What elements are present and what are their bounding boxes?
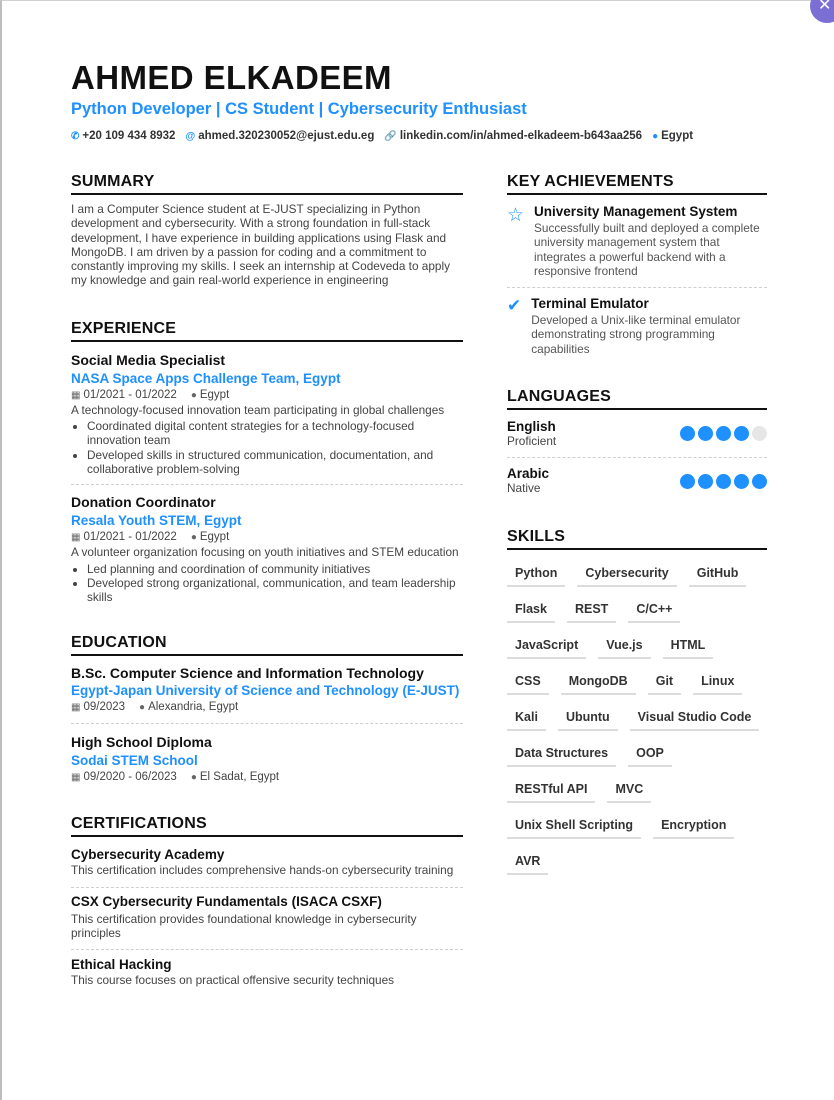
calendar-icon: ▦ (71, 702, 81, 714)
skill-tag: GitHub (689, 564, 747, 587)
language-entry (507, 466, 767, 495)
skill-tag: Visual Studio Code (630, 708, 760, 731)
phone-text: +20 109 434 8932 (82, 130, 176, 142)
skill-tag: Ubuntu (558, 708, 618, 731)
certification-title: CSX Cybersecurity Fundamentals (ISACA CSXF) (71, 893, 382, 909)
dates-text: 01/2021 - 01/2022 (83, 531, 177, 544)
language-level: Proficient (507, 434, 557, 449)
skill-tag: OOP (628, 744, 672, 767)
job-bullets (71, 419, 463, 476)
divider (71, 484, 463, 485)
language-rating (680, 426, 767, 441)
calendar-icon: ▦ (71, 772, 81, 784)
rating-dot (680, 426, 695, 441)
job-location (191, 531, 229, 543)
job-org: NASA Space Apps Challenge Team, Egypt (71, 370, 341, 386)
certification-entry (71, 957, 463, 987)
achievement-title: Terminal Emulator (531, 296, 649, 312)
language-rating (680, 474, 767, 489)
education-heading: EDUCATION (71, 634, 463, 656)
skill-tag: MVC (607, 780, 651, 803)
job-org: Resala Youth STEM, Egypt (71, 513, 242, 529)
bullet-item: • Coordinated digital content strategies for a technology-focused innovation team (87, 419, 463, 448)
calendar-icon: ▦ (71, 532, 81, 544)
left-column (71, 173, 463, 988)
contact-location (652, 130, 693, 142)
linkedin-text: linkedin.com/in/ahmed-elkadeem-b643aa256 (399, 130, 643, 142)
skill-tag: JavaScript (507, 636, 586, 659)
close-icon[interactable]: ✕ (810, 0, 834, 23)
experience-heading: EXPERIENCE (71, 320, 463, 342)
languages-heading: LANGUAGES (507, 388, 767, 410)
certification-title: Ethical Hacking (71, 957, 172, 973)
job-entry (71, 494, 463, 604)
education-location (191, 771, 279, 783)
skill-tag: Unix Shell Scripting (507, 816, 641, 839)
bullet-item: • Developed skills in structured communication, documentation, and collaborative problem-solving (87, 448, 463, 477)
achievements-heading: KEY ACHIEVEMENTS (507, 173, 767, 195)
education-meta (71, 771, 463, 783)
skill-tag: Kali (507, 708, 546, 731)
job-meta (71, 531, 463, 543)
phone-icon: ✆ (71, 130, 80, 142)
rating-dot (752, 474, 767, 489)
at-icon: @ (185, 130, 196, 142)
education-location (139, 701, 238, 713)
rating-dot (716, 474, 731, 489)
skill-tag: Git (648, 672, 681, 695)
contact-bar (71, 130, 693, 142)
skill-tag: Flask (507, 600, 555, 623)
rating-dot (734, 474, 749, 489)
skill-tag: AVR (507, 852, 548, 875)
language-name: English (507, 419, 556, 435)
rating-dot (734, 426, 749, 441)
skills-list (507, 564, 767, 875)
location-pin-icon: ● (190, 389, 197, 401)
contact-email[interactable] (185, 130, 374, 142)
certification-title: Cybersecurity Academy (71, 847, 225, 863)
job-meta (71, 389, 463, 401)
summary-heading: SUMMARY (71, 173, 463, 195)
divider (507, 457, 767, 458)
job-dates (71, 389, 177, 401)
certification-description: This course focuses on practical offensive security techniques (71, 973, 395, 988)
education-dates (71, 701, 125, 713)
language-entry (507, 419, 767, 448)
rating-dot (680, 474, 695, 489)
job-description: A volunteer organization focusing on youth initiatives and STEM education (71, 545, 459, 560)
certifications-heading: CERTIFICATIONS (71, 815, 463, 837)
education-meta (71, 701, 463, 713)
location-text: Alexandria, Egypt (148, 701, 239, 714)
skill-tag: Encryption (653, 816, 734, 839)
location-text: Egypt (199, 388, 230, 401)
email-text: ahmed.320230052@ejust.edu.eg (198, 130, 375, 142)
rating-dot (698, 426, 713, 441)
link-icon: 🔗 (384, 130, 397, 142)
achievement-entry (507, 204, 767, 278)
dates-text: 01/2021 - 01/2022 (83, 388, 177, 401)
skill-tag: Python (507, 564, 565, 587)
location-text: Egypt (661, 130, 694, 142)
dates-text: 09/2023 (83, 701, 126, 714)
bullet-item: • Led planning and coordination of community initiatives (87, 562, 463, 576)
checkmark-icon: ✔ (507, 296, 522, 316)
skill-tag: RESTful API (507, 780, 595, 803)
certification-description: This certification provides foundational knowledge in cybersecurity principles (71, 911, 417, 941)
school-name: Sodai STEM School (71, 753, 198, 769)
location-text: Egypt (199, 531, 230, 544)
certification-description: This certification includes comprehensive hands-on cybersecurity training (71, 863, 454, 878)
language-name: Arabic (507, 466, 550, 482)
rating-dot (698, 474, 713, 489)
job-title: Social Media Specialist (71, 351, 226, 368)
language-level: Native (507, 481, 541, 496)
education-entry (71, 734, 463, 783)
skill-tag: Vue.js (598, 636, 650, 659)
school-name: Egypt-Japan University of Science and Technology (E-JUST) (71, 683, 460, 699)
skill-tag: Data Structures (507, 744, 616, 767)
candidate-name: AHMED ELKADEEM (71, 59, 392, 96)
skill-tag: MongoDB (561, 672, 636, 695)
job-description: A technology-focused innovation team participating in global challenges (71, 402, 445, 417)
candidate-headline: Python Developer | CS Student | Cybersecurity Enthusiast (71, 100, 527, 118)
rating-dot (752, 426, 767, 441)
location-pin-icon: ● (190, 532, 197, 544)
achievement-title: University Management System (534, 204, 738, 219)
certification-entry (71, 894, 463, 941)
skills-heading: SKILLS (507, 528, 767, 550)
job-entry (71, 352, 463, 476)
skill-tag: Cybersecurity (577, 564, 676, 587)
divider (71, 887, 463, 888)
skill-tag: REST (567, 600, 616, 623)
contact-linkedin[interactable] (384, 130, 642, 142)
divider (507, 287, 767, 288)
education-dates (71, 771, 177, 783)
education-entry (71, 665, 463, 713)
location-pin-icon: ● (139, 702, 146, 714)
location-pin-icon: ● (652, 130, 659, 142)
calendar-icon: ▦ (71, 389, 81, 401)
skill-tag: Linux (693, 672, 742, 695)
job-dates (71, 531, 177, 543)
star-outline-icon: ☆ (507, 205, 525, 226)
summary-text: I am a Computer Science student at E-JUST specializing in Python development and cybersecurity. With a strong foundation in full-stack development, I have experience in building applications using Flask and MongoDB. I am driven by a passion for coding and a commitment to constantly improving my skills. I seek an internship at Codeveda to apply my knowledge and gain real-world experience in engineering (71, 202, 450, 288)
job-title: Donation Coordinator (71, 494, 216, 511)
skill-tag: CSS (507, 672, 549, 695)
divider (71, 949, 463, 950)
right-column (507, 173, 767, 875)
achievement-description: Developed a Unix-like terminal emulator demonstrating strong programming capabilities (531, 313, 741, 356)
degree-title: B.Sc. Computer Science and Information Technology (71, 665, 424, 682)
location-text: El Sadat, Egypt (199, 771, 280, 784)
rating-dot (716, 426, 731, 441)
certification-entry (71, 847, 463, 877)
achievement-description: Successfully built and deployed a complete university management system that integrates a powerful backend with a responsive frontend (534, 221, 760, 278)
job-bullets (71, 562, 463, 605)
job-location (191, 389, 229, 401)
divider (71, 723, 463, 724)
contact-phone (71, 130, 175, 142)
dates-text: 09/2020 - 06/2023 (83, 771, 177, 784)
skill-tag: HTML (663, 636, 714, 659)
achievement-entry (507, 296, 767, 356)
degree-title: High School Diploma (71, 734, 212, 751)
skill-tag: C/C++ (628, 600, 680, 623)
location-pin-icon: ● (190, 772, 197, 784)
bullet-item: • Developed strong organizational, communication, and team leadership skills (87, 576, 463, 605)
